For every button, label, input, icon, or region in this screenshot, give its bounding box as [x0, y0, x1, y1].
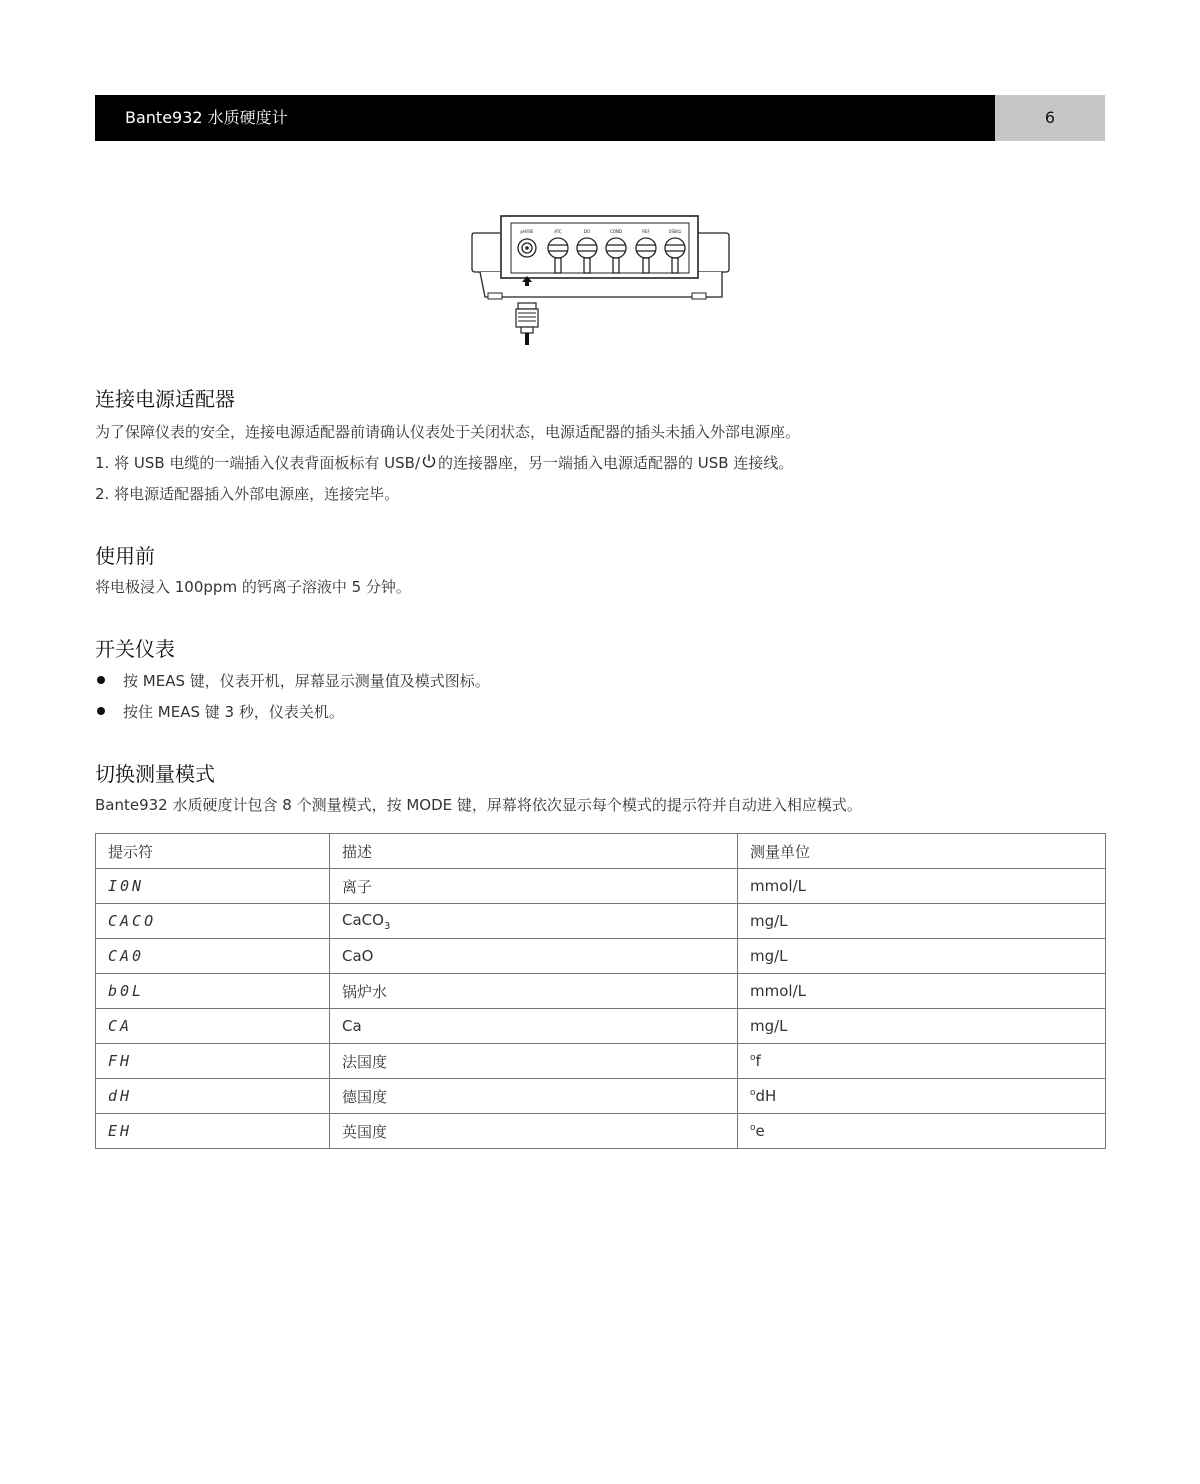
mode-description: 英国度 — [330, 1114, 738, 1149]
port-label: COND — [609, 229, 623, 234]
table-header-unit: 测量单位 — [738, 834, 1106, 869]
device-back-panel-illustration — [460, 205, 750, 355]
table-row — [96, 974, 1106, 1009]
port-label: USB/⏻ — [668, 229, 682, 234]
table-row — [96, 1044, 1106, 1079]
mode-description: Ca — [330, 1009, 738, 1044]
table-row — [96, 904, 1106, 939]
section-title-before-use: 使用前 — [95, 544, 155, 568]
bullet-dot — [97, 676, 105, 684]
unit-main: f — [755, 1052, 761, 1070]
before-use-text: 将电极浸入 100ppm 的钙离子溶液中 5 分钟。 — [95, 578, 411, 596]
port-label: pH/ISE — [520, 229, 534, 234]
section-title-switch-mode: 切换测量模式 — [95, 762, 215, 786]
mode-unit: mg/L — [738, 1009, 1106, 1044]
mode-symbol: FH — [96, 1044, 330, 1079]
step-1-text-a: 1. 将 USB 电缆的一端插入仪表背面板标有 USB/ — [95, 454, 421, 472]
table-header-symbol: 提示符 — [96, 834, 330, 869]
page-header — [95, 95, 1105, 141]
desc-subscript: 3 — [383, 920, 391, 932]
table-row — [96, 1079, 1106, 1114]
mode-symbol: b0L — [96, 974, 330, 1009]
header-title: Bante932 水质硬度计 — [95, 95, 995, 141]
power-icon — [421, 453, 437, 469]
power-adapter-intro: 为了保障仪表的安全，连接电源适配器前请确认仪表处于关闭状态，电源适配器的插头未插入外部电源座。 — [95, 423, 801, 441]
bullet-dot — [97, 707, 105, 715]
unit-degree-superscript: o — [750, 1123, 756, 1133]
table-row — [96, 1114, 1106, 1149]
mode-table — [95, 833, 1106, 1149]
switch-mode-text: Bante932 水质硬度计包含 8 个测量模式，按 MODE 键，屏幕将依次显示每个模式的提示符并自动进入相应模式。 — [95, 796, 862, 814]
mode-unit — [738, 1044, 1106, 1079]
port-label: ATC — [554, 229, 562, 234]
mode-symbol: EH — [96, 1114, 330, 1149]
mode-unit: mmol/L — [738, 869, 1106, 904]
mode-symbol: dH — [96, 1079, 330, 1114]
mode-description: 德国度 — [330, 1079, 738, 1114]
mode-description: CaO — [330, 939, 738, 974]
table-header-row — [96, 834, 1106, 869]
mode-description: 法国度 — [330, 1044, 738, 1079]
mode-description: 锅炉水 — [330, 974, 738, 1009]
bullet-text: 按住 MEAS 键 3 秒，仪表关机。 — [123, 703, 344, 721]
mode-description: 离子 — [330, 869, 738, 904]
desc-main: CaCO — [342, 910, 384, 929]
mode-unit: mg/L — [738, 904, 1106, 939]
port-label: REF — [642, 229, 650, 234]
unit-main: e — [755, 1122, 765, 1140]
page-number: 6 — [995, 95, 1105, 141]
mode-unit: mmol/L — [738, 974, 1106, 1009]
mode-unit — [738, 1079, 1106, 1114]
bullet-text: 按 MEAS 键，仪表开机，屏幕显示测量值及模式图标。 — [123, 672, 490, 690]
mode-symbol: CA — [96, 1009, 330, 1044]
step-1-text-b: 的连接器座，另一端插入电源适配器的 USB 连接线。 — [438, 454, 794, 472]
section-title-power-adapter: 连接电源适配器 — [95, 387, 235, 411]
mode-symbol: CA0 — [96, 939, 330, 974]
table-row — [96, 1009, 1106, 1044]
power-adapter-step-1 — [95, 452, 793, 473]
mode-unit: mg/L — [738, 939, 1106, 974]
table-row — [96, 939, 1106, 974]
mode-symbol: CACO — [96, 904, 330, 939]
unit-degree-superscript: o — [750, 1088, 756, 1098]
table-header-description: 描述 — [330, 834, 738, 869]
mode-symbol: I0N — [96, 869, 330, 904]
table-row — [96, 869, 1106, 904]
power-adapter-step-2: 2. 将电源适配器插入外部电源座，连接完毕。 — [95, 485, 400, 503]
unit-degree-superscript: o — [750, 1053, 756, 1063]
unit-main: dH — [755, 1087, 777, 1105]
port-label: DO — [583, 229, 591, 234]
mode-description — [330, 904, 738, 939]
mode-unit — [738, 1114, 1106, 1149]
section-title-power-switch: 开关仪表 — [95, 637, 175, 661]
